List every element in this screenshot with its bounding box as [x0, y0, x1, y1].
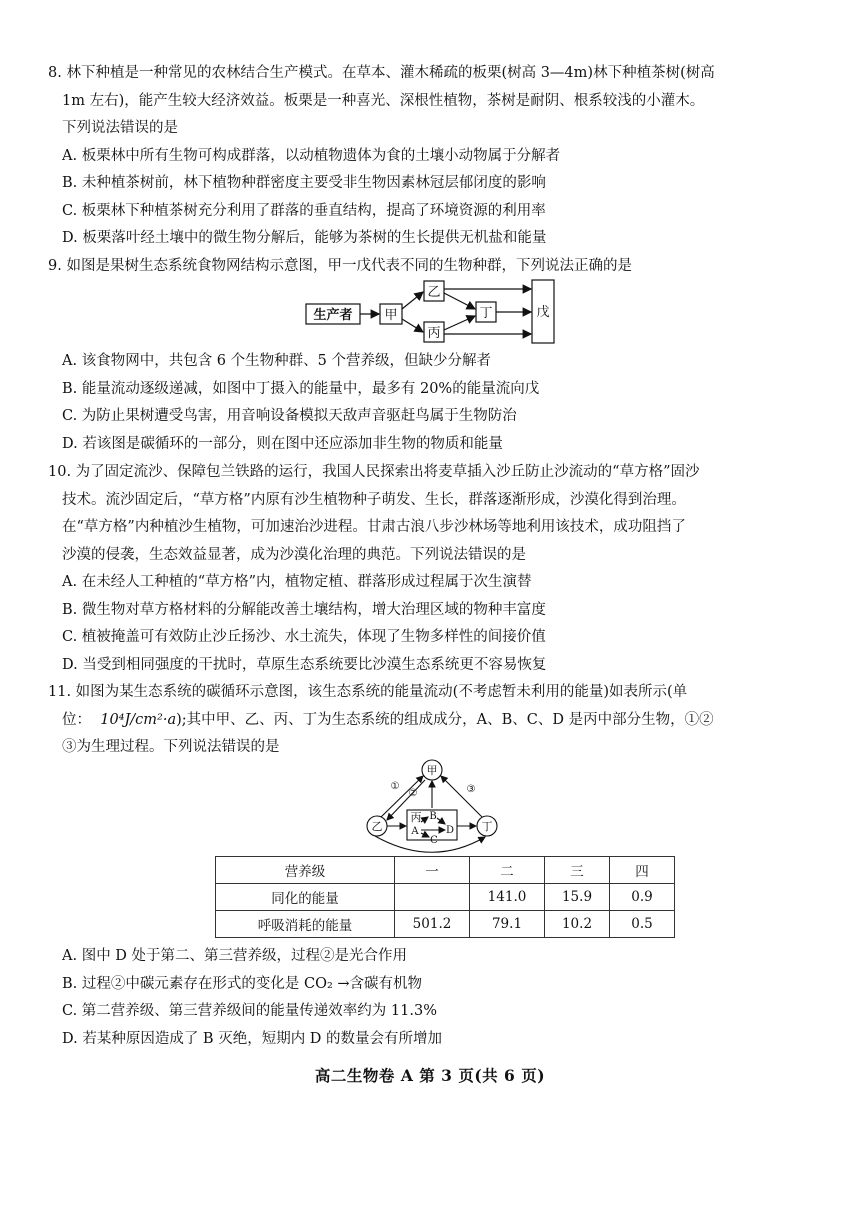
yi-label: 乙	[427, 285, 441, 300]
b-label: B	[429, 811, 437, 822]
ding-node-label: 丁	[481, 820, 493, 833]
process-1-label: ①	[390, 781, 400, 792]
table-row	[216, 884, 675, 911]
q11-stem-line2	[48, 707, 818, 735]
q11-stem-line1: 11. 如图为某生态系统的碳循环示意图，该生态系统的能量流动(不考虑暂未利用的能量)如表所示(单	[48, 684, 688, 700]
q8-option-a: A. 板栗林中所有生物可构成群落，以动植物遗体为食的土壤小动物属于分解者	[62, 147, 561, 164]
table-header-cell: 营养级	[216, 857, 395, 884]
q11-stem-line2-rest: );其中甲、乙、丙、丁为生态系统的组成成分，A、B、C、D 是丙中部分生物，①②	[176, 711, 714, 728]
q10-stem-line1: 10. 为了固定流沙、保障包兰铁路的运行，我国人民探索出将麦草插入沙丘防止沙流动的“草方格”固沙	[48, 464, 700, 480]
table-header-cell: 一	[395, 857, 470, 884]
question-8	[48, 60, 818, 253]
table-cell: 79.1	[470, 911, 545, 938]
page-footer: 高二生物卷 A 第 3 页(共 6 页)	[314, 1066, 546, 1085]
table-cell: 141.0	[470, 884, 545, 911]
carbon-cycle-diagram	[365, 758, 505, 853]
d-label: D	[445, 825, 455, 836]
jia-label: 甲	[384, 308, 398, 323]
table-cell	[395, 884, 470, 911]
food-web-diagram	[300, 278, 560, 346]
question-9	[48, 253, 818, 281]
q11-options	[48, 943, 818, 1053]
q9-option-a: A. 该食物网中，共包含 6 个生物种群、5 个营养级，但缺少分解者	[62, 353, 491, 369]
wu-label: 戊	[536, 305, 550, 320]
table-header-cell: 二	[470, 857, 545, 884]
energy-flow-table	[215, 856, 675, 938]
q8-stem-line1: 8. 林下种植是一种常见的农林结合生产模式。在草本、灌木稀疏的板栗(树高 3—4m)林下种植茶树(树高	[48, 65, 715, 81]
table-row	[216, 911, 675, 938]
q10-option-d: D. 当受到相同强度的干扰时，草原生态系统要比沙漠生态系统更不容易恢复	[62, 656, 547, 673]
process-2-label: ②	[408, 788, 418, 799]
q10-option-b: B. 微生物对草方格材料的分解能改善土壤结构，增大治理区域的物种丰富度	[62, 601, 546, 618]
q9-stem: 9. 如图是果树生态系统食物网结构示意图，甲一戊代表不同的生物种群，下列说法正确的是	[48, 258, 632, 274]
table-cell: 10.2	[545, 911, 610, 938]
q11-option-d: D. 若某种原因造成了 B 灭绝，短期内 D 的数量会有所增加	[62, 1030, 443, 1047]
table-cell: 501.2	[395, 911, 470, 938]
q10-option-a: A. 在未经人工种植的“草方格”内，植物定植、群落形成过程属于次生演替	[62, 574, 532, 590]
q8-option-b: B. 未种植茶树前，林下植物种群密度主要受非生物因素林冠层郁闭度的影响	[62, 175, 546, 191]
bing-box-label: 丙	[410, 811, 422, 824]
q8-stem-line3: 下列说法错误的是	[62, 120, 178, 136]
q11-option-a: A. 图中 D 处于第二、第三营养级，过程②是光合作用	[62, 948, 408, 964]
ding-label: 丁	[479, 306, 493, 321]
q10-stem-line4: 沙漠的侵袭，生态效益显著，成为沙漠化治理的典范。下列说法错误的是	[62, 546, 526, 563]
yi-node-label: 乙	[371, 820, 383, 833]
table-cell: 呼吸消耗的能量	[216, 911, 395, 938]
question-10	[48, 459, 818, 679]
q10-option-c: C. 植被掩盖可有效防止沙丘扬沙、水土流失，体现了生物多样性的间接价值	[62, 629, 546, 645]
table-header-cell: 三	[545, 857, 610, 884]
q9-options	[48, 348, 818, 458]
table-cell: 15.9	[545, 884, 610, 911]
q9-option-c: C. 为防止果树遭受鸟害，用音响设备模拟天敌声音驱赶鸟属于生物防治	[62, 408, 517, 424]
table-cell: 0.5	[610, 911, 675, 938]
c-label: C	[430, 835, 438, 846]
bing-label: 丙	[427, 326, 441, 341]
q9-option-b: B. 能量流动逐级递减，如图中丁摄入的能量中，最多有 20%的能量流向戊	[62, 380, 540, 397]
question-11	[48, 679, 818, 762]
table-header-row	[216, 857, 675, 884]
q10-stem-line2: 技术。流沙固定后，“草方格”内原有沙生植物种子萌发、生长，群落逐渐形成，沙漠化得到治理。	[62, 491, 686, 508]
q10-stem-line3: 在“草方格”内种植沙生植物，可加速治沙进程。甘肃古浪八步沙林场等地利用该技术，成功阻挡了	[62, 519, 686, 535]
q11-unit-prefix: 位：	[62, 711, 91, 728]
q11-option-c: C. 第二营养级、第三营养级间的能量传递效率约为 11.3%	[62, 1003, 437, 1019]
process-3-label: ③	[466, 784, 476, 795]
table-cell: 0.9	[610, 884, 675, 911]
a-label: A	[411, 826, 419, 837]
q11-unit: 10⁴J/cm²·a	[100, 711, 177, 728]
table-cell: 同化的能量	[216, 884, 395, 911]
q8-option-c: C. 板栗林下种植茶树充分利用了群落的垂直结构，提高了环境资源的利用率	[62, 202, 546, 219]
q9-option-d: D. 若该图是碳循环的一部分，则在图中还应添加非生物的物质和能量	[62, 435, 503, 452]
q11-stem-line3: ③为生理过程。下列说法错误的是	[62, 739, 280, 755]
q11-option-b: B. 过程②中碳元素存在形式的变化是 CO₂ →含碳有机物	[62, 975, 423, 992]
table-header-cell: 四	[610, 857, 675, 884]
q8-option-d: D. 板栗落叶经土壤中的微生物分解后，能够为茶树的生长提供无机盐和能量	[62, 230, 547, 246]
producer-label: 生产者	[313, 308, 353, 323]
jia-node-label: 甲	[426, 764, 438, 777]
q8-stem-line2: 1m 左右)，能产生较大经济效益。板栗是一种喜光、深根性植物，茶树是耐阴、根系较浅的小灌木。	[62, 92, 705, 109]
